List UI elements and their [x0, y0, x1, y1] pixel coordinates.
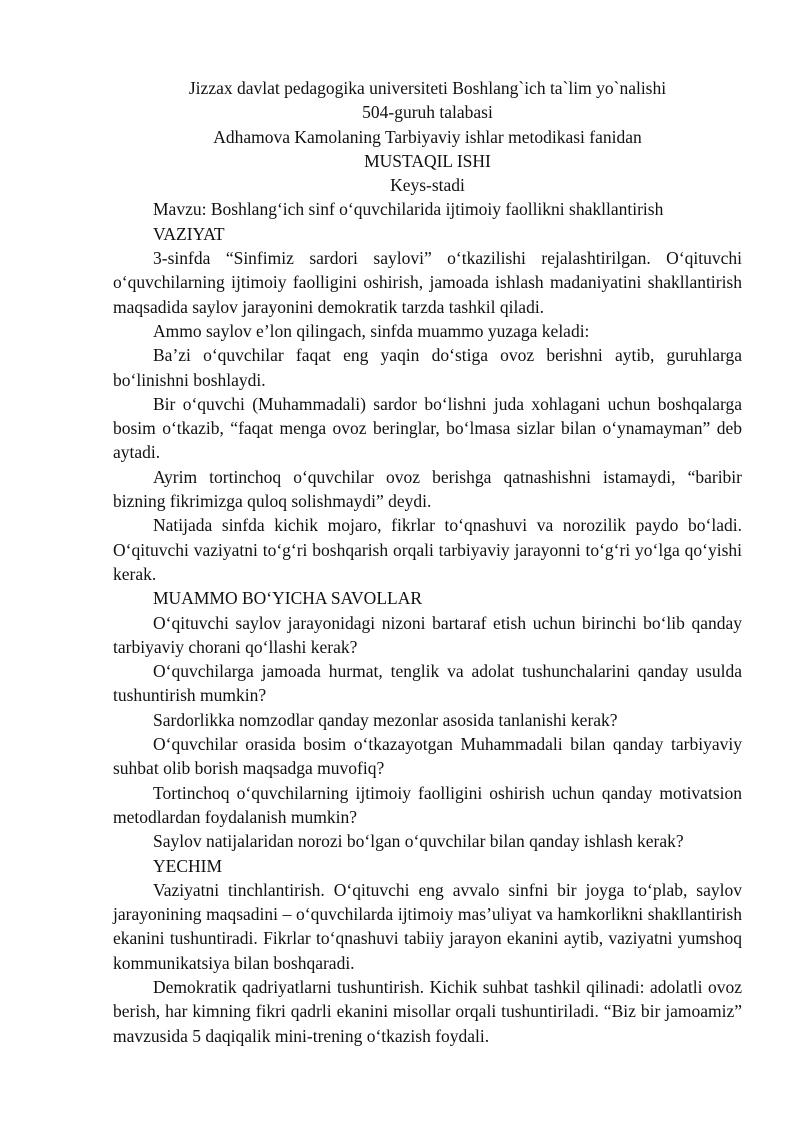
question-paragraph: Sardorlikka nomzodlar qanday mezonlar asosida tanlanishi kerak? — [153, 709, 618, 730]
situation-paragraph: Ba’zi o‘quvchilar faqat eng yaqin do‘stiga ovoz berishni aytib, guruhlarga bo‘linishni boshlaydi. — [113, 345, 742, 390]
question-paragraph: O‘quvchilarga jamoada hurmat, tenglik va adolat tushunchalarini qanday usulda tushuntirish mumkin? — [113, 661, 742, 706]
document-page — [113, 76, 742, 1048]
situation-paragraph: Ayrim tortinchoq o‘quvchilar ovoz berishga qatnashishni istamaydi, “baribir bizning fikrimizga quloq solishmaydi” deydi. — [113, 466, 742, 512]
question-paragraph: O‘quvchilar orasida bosim o‘tkazayotgan Muhammadali bilan qanday tarbiyaviy suhbat olib borish maqsadga muvofiq? — [113, 734, 742, 779]
situation-paragraph: 3-sinfda “Sinfimiz sardori saylovi” o‘tkazilishi rejalashtirilgan. O‘qituvchi o‘quvchilarning ijtimoiy faolligini oshirish, jamoada ishlash madaniyatini shakllantirish maqsadida saylov jarayonini demokratik tarzda tashkil qiladi. — [113, 248, 742, 317]
question-paragraph: Tortinchoq o‘quvchilarning ijtimoiy faolligini oshirish uchun qanday motivatsion metodlardan foydalanish mumkin? — [113, 782, 742, 827]
topic-line: Mavzu: Boshlang‘ich sinf o‘quvchilarida ijtimoiy faollikni shakllantirish — [153, 199, 664, 220]
header-author-subject: Adhamova Kamolaning Tarbiyaviy ishlar metodikasi fanidan — [213, 126, 642, 147]
solution-paragraph: Vaziyatni tinchlantirish. O‘qituvchi eng avvalo sinfni bir joyga to‘plab, saylov jarayonining maqsadini – o‘quvchilarda ijtimoiy mas’uliyat va hamkorlikni shakllantirish ekanini tushuntiradi. Fikrlar to‘qnashuvi tabiiy jarayon ekanini aytib, vaziyatni yumshoq kommunikatsiya bilan boshqaradi. — [113, 879, 742, 973]
header-group: 504-guruh talabasi — [362, 102, 493, 123]
questions-heading: MUAMMO BO‘YICHA SAVOLLAR — [153, 588, 423, 609]
question-paragraph: Saylov natijalaridan norozi bo‘lgan o‘quvchilar bilan qanday ishlash kerak? — [153, 831, 684, 852]
solution-paragraph: Demokratik qadriyatlarni tushuntirish. Kichik suhbat tashkil qilinadi: adolatli ovoz berish, har kimning fikri qadrli ekanini misollar orqali tushuntiriladi. “Biz bir jamoamiz” mavzusida 5 daqiqalik mini-trening o‘tkazish foydali. — [113, 976, 742, 1046]
header-university: Jizzax davlat pedagogika universiteti Boshlang`ich ta`lim yo`nalishi — [188, 78, 667, 98]
situation-paragraph: Natijada sinfda kichik mojaro, fikrlar to‘qnashuvi va norozilik paydo bo‘ladi. O‘qituvchi vaziyatni to‘g‘ri boshqarish orqali tarbiyaviy jarayonni to‘g‘ri yo‘lga qo‘yishi kerak. — [113, 515, 742, 584]
question-paragraph: O‘qituvchi saylov jarayonidagi nizoni bartaraf etish uchun birinchi bo‘lib qanday tarbiyaviy chorani qo‘llashi kerak? — [113, 612, 742, 657]
solution-heading: YECHIM — [153, 855, 223, 876]
header-case-study: Keys-stadi — [390, 175, 465, 196]
header-work-type: MUSTAQIL ISHI — [364, 150, 491, 171]
situation-paragraph: Bir o‘quvchi (Muhammadali) sardor bo‘lishni juda xohlagani uchun boshqalarga bosim o‘tkazib, “faqat menga ovoz beringlar, bo‘lmasa sizlar bilan o‘ynamayman” deb aytadi. — [113, 393, 742, 463]
situation-heading: VAZIYAT — [153, 223, 225, 244]
situation-paragraph: Ammo saylov e’lon qilingach, sinfda muammo yuzaga keladi: — [153, 320, 590, 341]
